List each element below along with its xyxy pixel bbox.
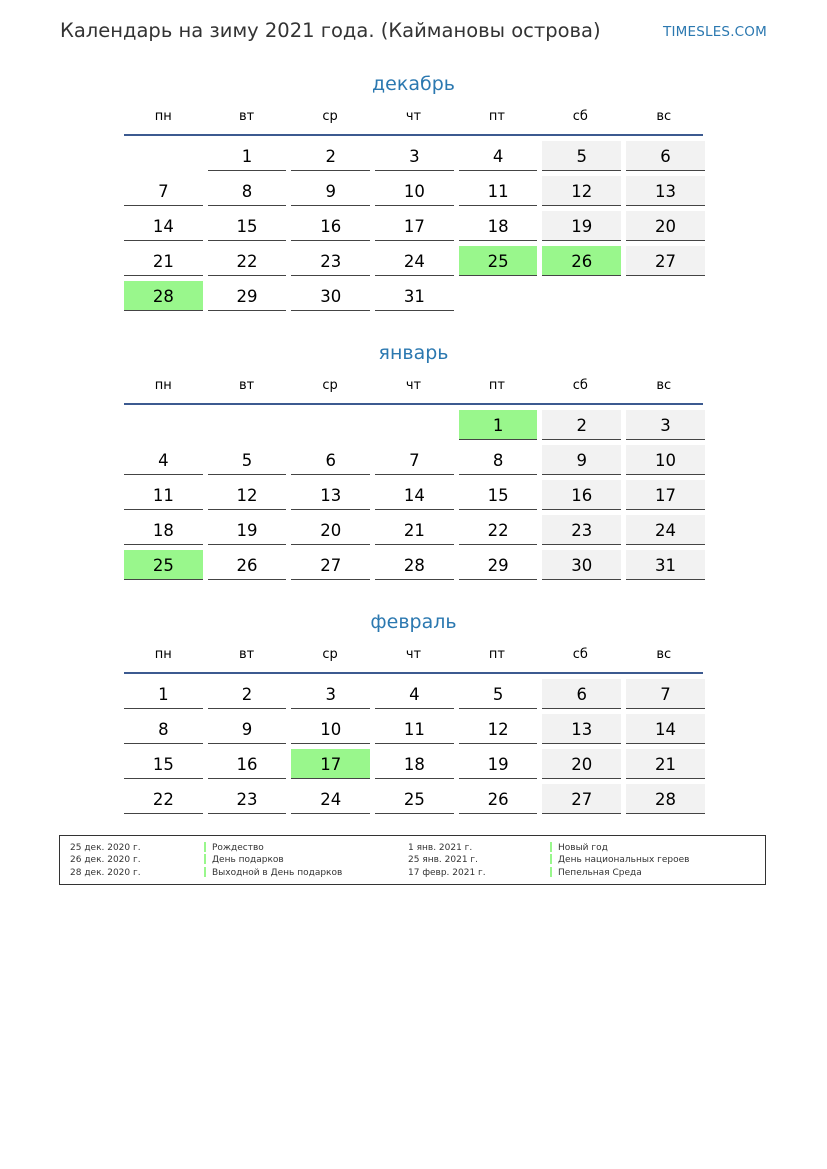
day-cell[interactable]: 23 [542,515,621,545]
day-cell[interactable]: 13 [542,714,621,744]
day-cell[interactable]: 21 [626,749,705,779]
legend-marker [550,867,552,877]
legend-holiday: Выходной в День подарков [212,868,343,878]
day-cell[interactable]: 24 [375,246,454,276]
day-cell[interactable]: 22 [124,784,203,814]
weekday-label: ср [322,647,338,662]
empty-cell [124,141,203,170]
header-rule [124,134,703,136]
weekday-header [124,110,703,134]
day-cell[interactable]: 15 [208,211,287,241]
day-cell[interactable]: 5 [208,445,287,475]
weekday-label: сб [572,378,588,393]
month-block [124,339,703,580]
weekday-label: пт [488,109,505,124]
day-cell[interactable]: 25 [124,550,203,580]
header-rule [124,672,703,674]
day-cell[interactable]: 14 [124,211,203,241]
day-cell[interactable]: 11 [375,714,454,744]
day-cell[interactable]: 21 [375,515,454,545]
month-title: декабрь [372,73,455,95]
day-cell[interactable]: 2 [208,679,287,709]
month-block [124,70,703,311]
legend-date: 26 дек. 2020 г. [70,855,141,865]
day-cell[interactable]: 17 [626,480,705,510]
day-cell[interactable]: 29 [208,281,287,311]
day-cell[interactable]: 9 [542,445,621,475]
day-cell[interactable]: 12 [459,714,538,744]
day-grid [124,141,703,311]
legend-marker [550,842,552,852]
day-cell[interactable]: 3 [375,141,454,171]
day-grid [124,679,703,814]
day-cell[interactable]: 7 [375,445,454,475]
day-cell[interactable]: 7 [124,176,203,206]
weekday-header [124,648,703,672]
day-cell[interactable]: 3 [291,679,370,709]
day-cell[interactable]: 24 [291,784,370,814]
weekday-label: вс [656,109,672,124]
day-cell[interactable]: 14 [375,480,454,510]
day-cell[interactable]: 8 [208,176,287,206]
day-cell[interactable]: 9 [208,714,287,744]
day-cell[interactable]: 31 [626,550,705,580]
day-cell[interactable]: 4 [124,445,203,475]
weekday-label: вт [239,647,255,662]
day-cell[interactable]: 20 [542,749,621,779]
weekday-label: чт [405,647,422,662]
day-cell[interactable]: 22 [208,246,287,276]
empty-cell [291,410,370,439]
day-cell[interactable]: 2 [542,410,621,440]
weekday-label: ср [322,378,338,393]
day-cell[interactable]: 31 [375,281,454,311]
day-cell[interactable]: 21 [124,246,203,276]
weekday-label: вт [239,378,255,393]
day-cell[interactable]: 1 [459,410,538,440]
legend-marker [204,854,206,864]
holiday-legend [59,835,766,885]
day-cell[interactable]: 13 [626,176,705,206]
empty-cell [124,410,203,439]
day-cell[interactable]: 1 [208,141,287,171]
day-cell[interactable]: 13 [291,480,370,510]
day-cell[interactable]: 9 [291,176,370,206]
day-cell[interactable]: 5 [459,679,538,709]
weekday-label: чт [405,378,422,393]
day-cell[interactable]: 16 [208,749,287,779]
weekday-label: пн [154,109,172,124]
day-cell[interactable]: 14 [626,714,705,744]
legend-date: 28 дек. 2020 г. [70,868,141,878]
day-cell[interactable]: 28 [626,784,705,814]
month-block [124,608,703,814]
day-cell[interactable]: 15 [124,749,203,779]
day-cell[interactable]: 27 [291,550,370,580]
legend-date: 25 дек. 2020 г. [70,843,141,853]
day-cell[interactable]: 6 [626,141,705,171]
day-cell[interactable]: 19 [459,749,538,779]
day-cell[interactable]: 19 [208,515,287,545]
empty-cell [375,410,454,439]
day-cell[interactable]: 6 [542,679,621,709]
day-cell[interactable]: 12 [208,480,287,510]
day-cell[interactable]: 19 [542,211,621,241]
day-cell[interactable]: 4 [459,141,538,171]
weekday-label: сб [572,109,588,124]
weekday-label: пн [154,647,172,662]
day-cell[interactable]: 17 [375,211,454,241]
day-cell[interactable]: 27 [542,784,621,814]
weekday-label: вт [239,109,255,124]
day-cell[interactable]: 10 [291,714,370,744]
day-cell[interactable]: 26 [542,246,621,276]
day-cell[interactable]: 23 [291,246,370,276]
day-cell[interactable]: 1 [124,679,203,709]
legend-holiday: День национальных героев [558,855,690,865]
weekday-label: вс [656,378,672,393]
day-cell[interactable]: 28 [375,550,454,580]
legend-holiday: Пепельная Среда [558,868,642,878]
day-cell[interactable]: 22 [459,515,538,545]
weekday-label: пн [154,378,172,393]
day-cell[interactable]: 12 [542,176,621,206]
day-cell[interactable]: 17 [291,749,370,779]
day-cell[interactable]: 26 [208,550,287,580]
empty-cell [542,281,621,310]
day-cell[interactable]: 18 [459,211,538,241]
day-cell[interactable]: 11 [459,176,538,206]
day-cell[interactable]: 10 [626,445,705,475]
day-cell[interactable]: 5 [542,141,621,171]
brand-logo[interactable]: TIMESLES.COM [663,24,767,40]
day-grid [124,410,703,580]
legend-holiday: День подарков [212,855,284,865]
legend-holiday: Новый год [558,843,608,853]
empty-cell [459,281,538,310]
day-cell[interactable]: 11 [124,480,203,510]
day-cell[interactable]: 29 [459,550,538,580]
empty-cell [208,410,287,439]
legend-date: 17 февр. 2021 г. [408,868,486,878]
day-cell[interactable]: 3 [626,410,705,440]
day-cell[interactable]: 6 [291,445,370,475]
day-cell[interactable]: 27 [626,246,705,276]
day-cell[interactable]: 15 [459,480,538,510]
day-cell[interactable]: 18 [375,749,454,779]
empty-cell [626,281,705,310]
day-cell[interactable]: 30 [291,281,370,311]
day-cell[interactable]: 24 [626,515,705,545]
day-cell[interactable]: 25 [375,784,454,814]
weekday-label: чт [405,109,422,124]
legend-holiday: Рождество [212,843,264,853]
day-cell[interactable]: 20 [291,515,370,545]
weekday-label: пт [488,647,505,662]
day-cell[interactable]: 25 [459,246,538,276]
day-cell[interactable]: 2 [291,141,370,171]
legend-marker [204,867,206,877]
day-cell[interactable]: 26 [459,784,538,814]
month-title: январь [378,342,449,364]
header-rule [124,403,703,405]
day-cell[interactable]: 7 [626,679,705,709]
day-cell[interactable]: 23 [208,784,287,814]
month-title: февраль [370,611,457,633]
day-cell[interactable]: 28 [124,281,203,311]
day-cell[interactable]: 16 [291,211,370,241]
day-cell[interactable]: 18 [124,515,203,545]
weekday-label: пт [488,378,505,393]
day-cell[interactable]: 8 [459,445,538,475]
legend-marker [204,842,206,852]
weekday-header [124,379,703,403]
day-cell[interactable]: 10 [375,176,454,206]
day-cell[interactable]: 4 [375,679,454,709]
legend-date: 25 янв. 2021 г. [408,855,478,865]
weekday-label: вс [656,647,672,662]
page-title: Календарь на зиму 2021 года. (Каймановы острова) [60,19,601,42]
weekday-label: сб [572,647,588,662]
day-cell[interactable]: 20 [626,211,705,241]
weekday-label: ср [322,109,338,124]
legend-date: 1 янв. 2021 г. [408,843,473,853]
day-cell[interactable]: 16 [542,480,621,510]
day-cell[interactable]: 8 [124,714,203,744]
day-cell[interactable]: 30 [542,550,621,580]
legend-marker [550,854,552,864]
